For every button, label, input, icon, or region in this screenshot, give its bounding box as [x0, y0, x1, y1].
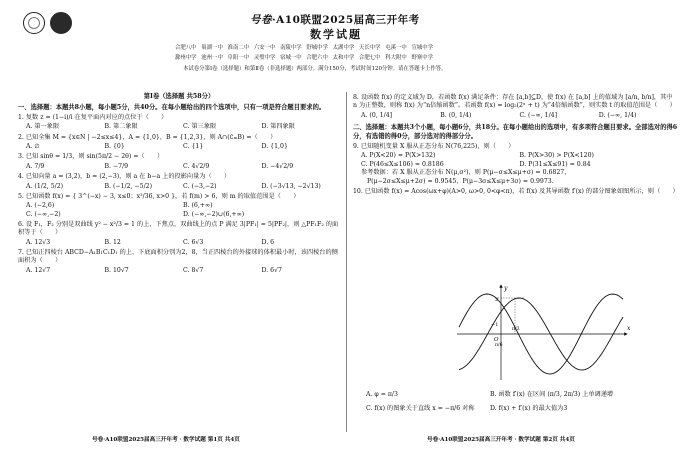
pi6-label: π/6 — [495, 343, 503, 348]
question-10-options — [366, 391, 676, 414]
option-b: B. 函数 f′(x) 在区间 (π/3, 2π/3) 上单调递增 — [490, 391, 614, 398]
section-2-intro: 二、选择题：本题共3个小题，每小题6分，共18分。在每小题给出的选项中，有多项符合题目要求。全部选对的得6分，有选错的得0分，部分选对的得部分分。 — [353, 124, 678, 140]
exam-title — [250, 13, 490, 27]
question-stem: 2. 已知全集 M = {x∈N | −2≤x≤4}，A = {1,0}，B = {1,2,3}，则 A∩(∁ₘB) =（ ） — [18, 133, 277, 141]
question-stem: 7. 已知正四棱台 ABCD−A₁B₁C₁D₁ 的上、下底面积分别为2，8，当正四棱台的外接球的体积最小时，该四棱台的侧面积为（ ） — [18, 249, 338, 265]
question-options — [26, 123, 340, 131]
section-1-intro: 一、选择题：本题共8小题，每小题5分，共40分。在每小题给出的四个选项中，只有一项是符合题目要求的。 — [18, 103, 326, 111]
question-8-stem: 8. 设函数 f(x) 的定义域为 D，若函数 f(x) 满足条件：存在 [a,b]⊆D，使 f(x) 在 [a,b] 上的值域为 [a/n, b/n]，其中 n 为正整数，则称 f(x) 为“n倍缩函数”。若函数 f(x) = log₂(2ˣ + t) 为“4倍缩函数”，则实数 t 的取值范围是（ ） — [353, 94, 676, 110]
option-d: D. (−3√13, −2√13) — [261, 182, 321, 190]
option-c: C. 6√3 — [183, 238, 204, 246]
footer-left: 号卷·A10联盟2025届高三开年考 · 数学试题 第1页 共4页 — [92, 437, 240, 443]
option-a: A. (0, 1/4] — [361, 111, 393, 119]
option-a: A. 第一象限 — [26, 123, 60, 131]
part-title: 第Ⅰ卷（选择题 共58分） — [143, 93, 215, 100]
option-a: A. P(X<20) = P(X>132) — [361, 152, 436, 160]
option-b: B. (0, 1/4) — [440, 111, 472, 119]
option-c: C. (−∞,−2) — [26, 210, 61, 218]
origin-label: O — [494, 337, 499, 343]
option-d: D. P(31≤X≤91) = 0.84 — [519, 160, 591, 168]
left-column — [18, 93, 340, 275]
reference-data-1: 参考数据：若 X 服从正态分布 N(μ,σ²)，则 P(μ−σ≤X≤μ+σ) = 0.6827， — [361, 169, 571, 177]
footer-right: 号卷·A10联盟2025届高三开年考 · 数学试题 第2页 共4页 — [427, 437, 575, 443]
option-a: A. ∅ — [26, 143, 40, 151]
option-b: B. 12 — [104, 238, 121, 246]
option-d: D. 第四象限 — [261, 123, 295, 131]
question-3 — [18, 153, 340, 171]
option-c: C. (−∞, 1/4] — [519, 111, 558, 119]
question-options — [26, 239, 340, 247]
option-d: D. −4√2/9 — [261, 162, 294, 170]
alliance-logo — [23, 12, 45, 34]
question-2 — [18, 134, 340, 152]
question-options — [26, 163, 340, 171]
option-d: D. 6 — [261, 238, 275, 246]
subject-title: 数学试题 — [310, 28, 362, 41]
publisher-logo — [50, 12, 72, 34]
option-d: D. {1,0} — [261, 143, 288, 151]
question-10-stem: 10. 已知函数 f(x) = Acos(ωx+φ)(A>0, ω>0, 0<φ<π)，若 f(x) 及其导函数 f′(x) 的部分图象如图所示，则（ ） — [353, 187, 679, 195]
option-c: C. f(x) 的图象关于直线 x = −π/6 对称 — [366, 405, 475, 413]
neg-label: −1 — [491, 322, 499, 328]
option-b: B. P(X>30) > P(X<120) — [519, 152, 594, 160]
question-options — [26, 183, 340, 191]
option-b: B. (6,+∞) — [183, 202, 213, 210]
option-c: C. 4√2/9 — [183, 162, 210, 170]
option-c: C. 第三象限 — [183, 123, 217, 131]
option-b: B. (−1/2, −5/2) — [104, 182, 153, 190]
question-options — [26, 267, 340, 275]
pi3-label: π/3 — [512, 327, 520, 332]
schools-line-2: 滁州中学 池州一中 阜阳一中 灵璧中学 宿城一中 合肥六中 太和中学 合肥七中 科大附中 野寨中学 — [175, 55, 434, 61]
question-stem: 3. 已知 sinθ = 1/3，则 sin(5π/2 − 2θ) =（ ） — [18, 153, 164, 161]
y-axis-label: y — [504, 285, 508, 292]
column-divider — [346, 92, 347, 432]
question-6 — [18, 221, 340, 247]
brand-name: 号卷 — [250, 14, 272, 26]
reference-data-2: P(μ−2σ≤X≤μ+2σ) = 0.9545，P(μ−3σ≤X≤μ+3σ) = 0.9973. — [367, 177, 554, 185]
exam-note: 本试卷分第Ⅰ卷（选择题）和第Ⅱ卷（非选择题）两部分。满分150分，考试时间120分钟。请在答题卡上作答。 — [183, 66, 447, 72]
option-b: B. {0} — [104, 143, 125, 151]
schools-line-1: 合肥八中 巢湖一中 淮南二中 六安一中 南陵中学 舒城中学 太湖中学 天长中学 屯溪一中 宣城中学 — [175, 45, 434, 51]
option-a: A. (−2,6) — [26, 202, 55, 210]
question-4 — [18, 173, 340, 191]
option-a: A. 12√3 — [26, 238, 51, 246]
option-d: D. 6√7 — [261, 266, 282, 274]
max-label: 2 — [495, 297, 499, 303]
option-b: B. 第二象限 — [104, 123, 138, 131]
question-list — [18, 114, 340, 275]
option-c: C. 8√7 — [183, 266, 204, 274]
question-9-options — [361, 152, 678, 169]
option-a: A. 12√7 — [26, 266, 51, 274]
question-stem: 6. 设 F₁，F₂ 分别是双曲线 y² − x²/3 = 1 的上、下焦点，双曲线上的点 P 满足 3|PF₁| = 5|PF₂|，则 △PF₁F₂ 的面积等于（ ） — [18, 220, 339, 237]
right-column — [353, 94, 678, 196]
x-axis-label: x — [627, 325, 631, 332]
question-5 — [18, 193, 340, 219]
option-a: A. 7/9 — [26, 162, 45, 170]
option-b: B. 10√7 — [104, 266, 129, 274]
question-options — [26, 143, 340, 151]
question-options — [26, 202, 340, 219]
option-d: D. f(x) + f′(x) 的最大值为3 — [490, 405, 568, 413]
option-c: C. (−3,−2) — [183, 182, 217, 190]
question-9-stem: 9. 已知随机变量 X 服从正态分布 N(76,225)，则（ ） — [353, 143, 515, 151]
option-b: B. −7/9 — [104, 162, 129, 170]
exam-name: ·A10联盟2025届高三开年考 — [272, 14, 420, 26]
question-stem: 5. 已知函数 f(x) = { 3^(−x) − 3, x≤0；x³/36, x>0 }，若 f(m) > 6，则 m 的取值范围是（ ） — [18, 192, 300, 200]
question-stem: 1. 复数 z = (1−i)/i 在复平面内对应的点位于（ ） — [18, 114, 168, 121]
question-8-options — [361, 112, 678, 120]
option-c: C. P(46≤X≤106) = 0.8186 — [361, 160, 444, 168]
question-stem: 4. 已知向量 a = (3,2)，b = (2,−3)，则 a 在 b−a 上的投影向量为（ ） — [18, 173, 231, 181]
option-c: C. {1} — [183, 143, 204, 151]
option-d: D. (−∞, 1/4) — [598, 111, 637, 119]
question-7 — [18, 249, 340, 275]
option-d: D. (−∞,−2)∪(6,+∞) — [183, 210, 245, 218]
function-graph — [455, 282, 630, 382]
option-a: A. φ = π/3 — [366, 391, 398, 398]
question-1 — [18, 114, 340, 132]
option-a: A. (1/2, 5/2) — [26, 182, 64, 190]
